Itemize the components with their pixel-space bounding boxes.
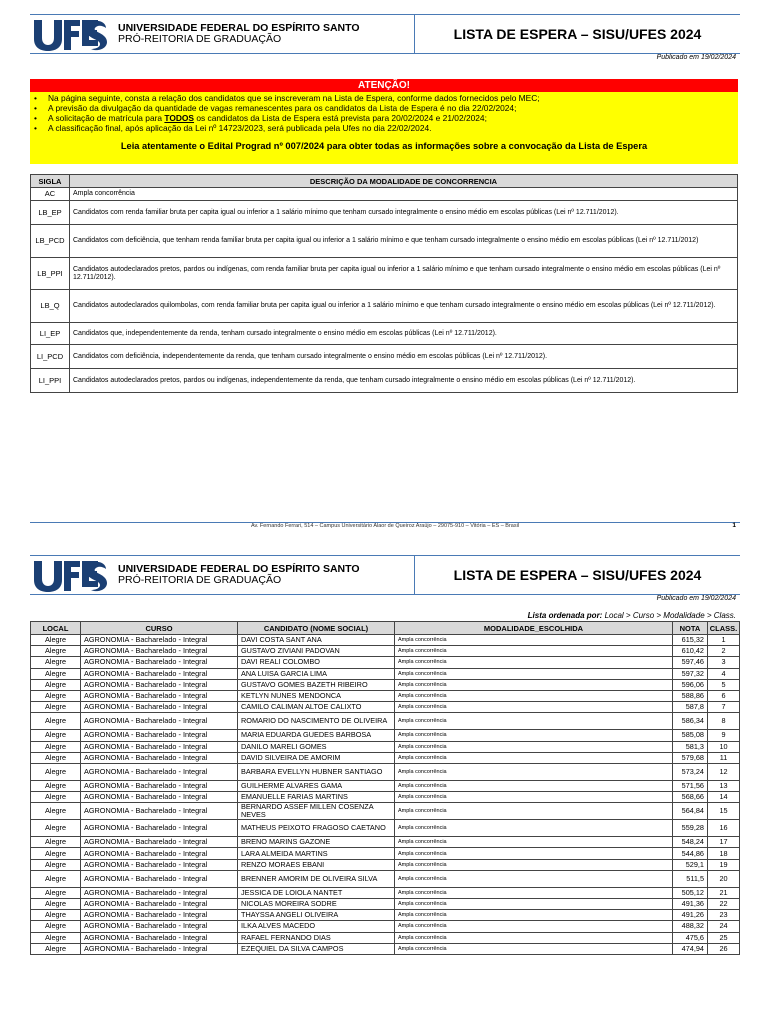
table-row bbox=[31, 646, 740, 657]
table-row bbox=[31, 369, 738, 393]
candidate-name-cell: RAFAEL FERNANDO DIAS bbox=[238, 932, 395, 943]
score-cell: 529,1 bbox=[673, 859, 708, 870]
candidate-table bbox=[30, 621, 740, 955]
candidate-table-body bbox=[31, 635, 740, 955]
description-cell: Candidatos com renda familiar bruta per capita igual ou inferior a 1 salário mínimo que tenham cursado integralmente o ensino médio em escolas públicas (Lei nº 12.711/2012). bbox=[70, 201, 738, 225]
table-row bbox=[31, 635, 740, 646]
score-cell: 505,12 bbox=[673, 887, 708, 898]
published-date: Publicado em 19/02/2024 bbox=[656, 54, 736, 61]
table-row bbox=[31, 921, 740, 932]
attention-item-text: os candidatos da Lista de Espera está prevista para 20/02/2024 e 21/02/2024; bbox=[194, 113, 487, 123]
course-cell: AGRONOMIA - Bacharelado - Integral bbox=[81, 848, 238, 859]
candidate-name-cell: CAMILO CALIMAN ALTOE CALIXTO bbox=[238, 702, 395, 713]
rank-cell: 26 bbox=[708, 943, 740, 954]
sigla-cell: AC bbox=[31, 188, 70, 201]
local-cell: Alegre bbox=[31, 668, 81, 679]
candidate-name-cell: MARIA EDUARDA GUEDES BARBOSA bbox=[238, 730, 395, 741]
course-cell: AGRONOMIA - Bacharelado - Integral bbox=[81, 792, 238, 803]
local-cell: Alegre bbox=[31, 646, 81, 657]
department-name: PRÓ-REITORIA DE GRADUAÇÃO bbox=[118, 574, 282, 586]
table-row bbox=[31, 932, 740, 943]
table-row bbox=[31, 345, 738, 369]
modality-table bbox=[30, 174, 738, 393]
modality-cell: Ampla concorrência bbox=[395, 763, 673, 780]
local-cell: Alegre bbox=[31, 837, 81, 848]
candidate-name-cell: EMANUELLE FARIAS MARTINS bbox=[238, 792, 395, 803]
local-cell: Alegre bbox=[31, 690, 81, 701]
course-cell: AGRONOMIA - Bacharelado - Integral bbox=[81, 730, 238, 741]
published-date: Publicado em 19/02/2024 bbox=[656, 595, 736, 602]
score-cell: 491,36 bbox=[673, 899, 708, 910]
candidate-name-cell: ILKA ALVES MACEDO bbox=[238, 921, 395, 932]
course-cell: AGRONOMIA - Bacharelado - Integral bbox=[81, 763, 238, 780]
attention-item-text: A solicitação de matrícula para bbox=[48, 113, 165, 123]
local-cell: Alegre bbox=[31, 741, 81, 752]
table-header-row bbox=[31, 175, 738, 188]
candidate-name-cell: DAVID SILVEIRA DE AMORIM bbox=[238, 752, 395, 763]
modality-cell: Ampla concorrência bbox=[395, 792, 673, 803]
order-note-value: Local > Curso > Modalidade > Class. bbox=[602, 611, 736, 620]
table-row bbox=[31, 899, 740, 910]
description-cell: Candidatos com deficiência, que tenham renda familiar bruta per capita igual ou inferior a 1 salário mínimo e que tenham cursado integralmente o ensino médio em escolas públicas (Lei nº 12.711/2012) bbox=[70, 225, 738, 258]
rank-cell: 17 bbox=[708, 837, 740, 848]
local-cell: Alegre bbox=[31, 848, 81, 859]
rank-cell: 20 bbox=[708, 870, 740, 887]
modality-cell: Ampla concorrência bbox=[395, 932, 673, 943]
attention-title: ATENÇÃO! bbox=[30, 79, 738, 92]
sigla-cell: LB_Q bbox=[31, 290, 70, 323]
column-header: SIGLA bbox=[31, 175, 70, 188]
score-cell: 587,8 bbox=[673, 702, 708, 713]
page-number: 1 bbox=[732, 522, 736, 529]
description-cell: Ampla concorrência bbox=[70, 188, 738, 201]
course-cell: AGRONOMIA - Bacharelado - Integral bbox=[81, 803, 238, 820]
course-cell: AGRONOMIA - Bacharelado - Integral bbox=[81, 870, 238, 887]
score-cell: 491,26 bbox=[673, 910, 708, 921]
column-header: DESCRIÇÃO DA MODALIDADE DE CONCORRENCIA bbox=[70, 175, 738, 188]
modality-cell: Ampla concorrência bbox=[395, 837, 673, 848]
table-row bbox=[31, 702, 740, 713]
modality-cell: Ampla concorrência bbox=[395, 668, 673, 679]
score-cell: 474,94 bbox=[673, 943, 708, 954]
course-cell: AGRONOMIA - Bacharelado - Integral bbox=[81, 932, 238, 943]
candidate-name-cell: BRENO MARINS GAZONE bbox=[238, 837, 395, 848]
candidate-name-cell: MATHEUS PEIXOTO FRAGOSO CAETANO bbox=[238, 820, 395, 837]
score-cell: 568,66 bbox=[673, 792, 708, 803]
rank-cell: 16 bbox=[708, 820, 740, 837]
attention-item: • A previsão da divulgação da quantidade de vagas remanescentes para os candidatos da Lista de Espera é no dia 22/02/2024; bbox=[34, 103, 738, 113]
score-cell: 573,24 bbox=[673, 763, 708, 780]
course-cell: AGRONOMIA - Bacharelado - Integral bbox=[81, 690, 238, 701]
sigla-cell: LB_PCD bbox=[31, 225, 70, 258]
modality-cell: Ampla concorrência bbox=[395, 870, 673, 887]
score-cell: 579,68 bbox=[673, 752, 708, 763]
attention-list bbox=[30, 93, 738, 133]
table-row bbox=[31, 859, 740, 870]
rank-cell: 7 bbox=[708, 702, 740, 713]
modality-cell: Ampla concorrência bbox=[395, 752, 673, 763]
table-header-row bbox=[31, 622, 740, 635]
rank-cell: 24 bbox=[708, 921, 740, 932]
course-cell: AGRONOMIA - Bacharelado - Integral bbox=[81, 741, 238, 752]
modality-cell: Ampla concorrência bbox=[395, 690, 673, 701]
table-row bbox=[31, 848, 740, 859]
column-header-local: LOCAL bbox=[31, 622, 81, 635]
column-header-candidato: CANDIDATO (NOME SOCIAL) bbox=[238, 622, 395, 635]
description-cell: Candidatos autodeclarados pretos, pardos ou indígenas, independentemente da renda, que tenham cursado integralmente o ensino médio em escolas públicas (Lei nº 12.711/2012). bbox=[70, 369, 738, 393]
rank-cell: 23 bbox=[708, 910, 740, 921]
local-cell: Alegre bbox=[31, 679, 81, 690]
sigla-cell: LI_PCD bbox=[31, 345, 70, 369]
description-cell: Candidatos que, independentemente da renda, tenham cursado integralmente o ensino médio em escolas públicas (Lei nº 12.711/2012). bbox=[70, 323, 738, 345]
attention-item bbox=[34, 113, 738, 123]
table-row bbox=[31, 679, 740, 690]
course-cell: AGRONOMIA - Bacharelado - Integral bbox=[81, 679, 238, 690]
course-cell: AGRONOMIA - Bacharelado - Integral bbox=[81, 646, 238, 657]
modality-cell: Ampla concorrência bbox=[395, 679, 673, 690]
page1-header bbox=[30, 14, 740, 54]
description-cell: Candidatos autodeclarados pretos, pardos ou indígenas, com renda familiar bruta per capita igual ou inferior a 1 salário mínimo e que tenham cursado integralmente o ensino médio em escolas públicas (Lei nº 12.711/2012). bbox=[70, 258, 738, 290]
table-row bbox=[31, 870, 740, 887]
score-cell: 586,34 bbox=[673, 713, 708, 730]
table-row bbox=[31, 188, 738, 201]
candidate-name-cell: BRENNER AMORIM DE OLIVEIRA SILVA bbox=[238, 870, 395, 887]
table-row bbox=[31, 258, 738, 290]
rank-cell: 21 bbox=[708, 887, 740, 898]
modality-cell: Ampla concorrência bbox=[395, 780, 673, 791]
attention-box bbox=[30, 79, 738, 164]
candidate-name-cell: DANILO MARELI GOMES bbox=[238, 741, 395, 752]
candidate-name-cell: LARA ALMEIDA MARTINS bbox=[238, 848, 395, 859]
table-row bbox=[31, 763, 740, 780]
modality-cell: Ampla concorrência bbox=[395, 887, 673, 898]
document-title: LISTA DE ESPERA – SISU/UFES 2024 bbox=[453, 567, 702, 583]
table-row bbox=[31, 713, 740, 730]
course-cell: AGRONOMIA - Bacharelado - Integral bbox=[81, 899, 238, 910]
candidate-name-cell: BARBARA EVELLYN HUBNER SANTIAGO bbox=[238, 763, 395, 780]
local-cell: Alegre bbox=[31, 635, 81, 646]
ufes-logo bbox=[32, 557, 108, 593]
score-cell: 559,28 bbox=[673, 820, 708, 837]
local-cell: Alegre bbox=[31, 763, 81, 780]
university-name: UNIVERSIDADE FEDERAL DO ESPÍRITO SANTO bbox=[118, 22, 360, 34]
candidate-name-cell: NICOLAS MOREIRA SODRE bbox=[238, 899, 395, 910]
candidate-name-cell: BERNARDO ASSEF MILLEN COSENZA NEVES bbox=[238, 803, 395, 820]
candidate-name-cell: THAYSSA ANGELI OLIVEIRA bbox=[238, 910, 395, 921]
course-cell: AGRONOMIA - Bacharelado - Integral bbox=[81, 668, 238, 679]
attention-item: • Na página seguinte, consta a relação dos candidatos que se inscreveram na Lista de Espera, conforme dados fornecidos pelo MEC; bbox=[34, 93, 738, 103]
score-cell: 548,24 bbox=[673, 837, 708, 848]
description-cell: Candidatos com deficiência, independentemente da renda, que tenham cursado integralmente o ensino médio em escolas públicas (Lei nº 12.711/2012). bbox=[70, 345, 738, 369]
university-block bbox=[118, 23, 360, 45]
score-cell: 488,32 bbox=[673, 921, 708, 932]
modality-cell: Ampla concorrência bbox=[395, 899, 673, 910]
column-header-class: CLASS. bbox=[708, 622, 740, 635]
candidate-name-cell: JESSICA DE LOIOLA NANTET bbox=[238, 887, 395, 898]
local-cell: Alegre bbox=[31, 943, 81, 954]
course-cell: AGRONOMIA - Bacharelado - Integral bbox=[81, 657, 238, 668]
footer-address: Av. Fernando Ferrari, 514 – Campus Universitário Alaor de Queiroz Araújo – 29075-910 – Vitória – ES – Brasil bbox=[250, 523, 520, 529]
rank-cell: 4 bbox=[708, 668, 740, 679]
local-cell: Alegre bbox=[31, 752, 81, 763]
rank-cell: 11 bbox=[708, 752, 740, 763]
column-header-modalidade: MODALIDADE_ESCOLHIDA bbox=[395, 622, 673, 635]
local-cell: Alegre bbox=[31, 932, 81, 943]
table-row bbox=[31, 820, 740, 837]
edital-note: Leia atentamente o Edital Prograd nº 007/2024 para obter todas as informações sobre a convocação da Lista de Espera bbox=[120, 141, 648, 151]
local-cell: Alegre bbox=[31, 780, 81, 791]
local-cell: Alegre bbox=[31, 921, 81, 932]
candidate-name-cell: GUILHERME ALVARES GAMA bbox=[238, 780, 395, 791]
rank-cell: 2 bbox=[708, 646, 740, 657]
modality-cell: Ampla concorrência bbox=[395, 848, 673, 859]
column-header-curso: CURSO bbox=[81, 622, 238, 635]
modality-cell: Ampla concorrência bbox=[395, 702, 673, 713]
rank-cell: 25 bbox=[708, 932, 740, 943]
course-cell: AGRONOMIA - Bacharelado - Integral bbox=[81, 910, 238, 921]
table-row bbox=[31, 225, 738, 258]
local-cell: Alegre bbox=[31, 657, 81, 668]
score-cell: 571,56 bbox=[673, 780, 708, 791]
score-cell: 564,84 bbox=[673, 803, 708, 820]
rank-cell: 9 bbox=[708, 730, 740, 741]
candidate-name-cell: EZEQUIEL DA SILVA CAMPOS bbox=[238, 943, 395, 954]
rank-cell: 1 bbox=[708, 635, 740, 646]
score-cell: 610,42 bbox=[673, 646, 708, 657]
column-header-nota: NOTA bbox=[673, 622, 708, 635]
table-row bbox=[31, 887, 740, 898]
order-note-label: Lista ordenada por: bbox=[527, 611, 603, 620]
course-cell: AGRONOMIA - Bacharelado - Integral bbox=[81, 921, 238, 932]
table-row bbox=[31, 803, 740, 820]
rank-cell: 22 bbox=[708, 899, 740, 910]
local-cell: Alegre bbox=[31, 792, 81, 803]
score-cell: 588,86 bbox=[673, 690, 708, 701]
course-cell: AGRONOMIA - Bacharelado - Integral bbox=[81, 702, 238, 713]
course-cell: AGRONOMIA - Bacharelado - Integral bbox=[81, 859, 238, 870]
course-cell: AGRONOMIA - Bacharelado - Integral bbox=[81, 837, 238, 848]
document-title: LISTA DE ESPERA – SISU/UFES 2024 bbox=[453, 26, 702, 42]
local-cell: Alegre bbox=[31, 899, 81, 910]
rank-cell: 13 bbox=[708, 780, 740, 791]
attention-emphasis: TODOS bbox=[164, 113, 195, 123]
rank-cell: 3 bbox=[708, 657, 740, 668]
candidate-name-cell: DAVI REALI COLOMBO bbox=[238, 657, 395, 668]
rank-cell: 12 bbox=[708, 763, 740, 780]
sigla-cell: LB_PPI bbox=[31, 258, 70, 290]
modality-cell: Ampla concorrência bbox=[395, 741, 673, 752]
university-block bbox=[118, 564, 360, 586]
rank-cell: 10 bbox=[708, 741, 740, 752]
ufes-logo bbox=[32, 16, 108, 52]
score-cell: 596,06 bbox=[673, 679, 708, 690]
table-row bbox=[31, 323, 738, 345]
local-cell: Alegre bbox=[31, 887, 81, 898]
table-row bbox=[31, 668, 740, 679]
modality-cell: Ampla concorrência bbox=[395, 943, 673, 954]
course-cell: AGRONOMIA - Bacharelado - Integral bbox=[81, 943, 238, 954]
modality-cell: Ampla concorrência bbox=[395, 730, 673, 741]
modality-cell: Ampla concorrência bbox=[395, 803, 673, 820]
modality-cell: Ampla concorrência bbox=[395, 713, 673, 730]
candidate-name-cell: RENZO MORAES EBANI bbox=[238, 859, 395, 870]
local-cell: Alegre bbox=[31, 803, 81, 820]
sigla-cell: LB_EP bbox=[31, 201, 70, 225]
order-note bbox=[528, 611, 736, 620]
sigla-cell: LI_EP bbox=[31, 323, 70, 345]
table-row bbox=[31, 910, 740, 921]
score-cell: 615,32 bbox=[673, 635, 708, 646]
course-cell: AGRONOMIA - Bacharelado - Integral bbox=[81, 635, 238, 646]
score-cell: 511,5 bbox=[673, 870, 708, 887]
rank-cell: 19 bbox=[708, 859, 740, 870]
university-name: UNIVERSIDADE FEDERAL DO ESPÍRITO SANTO bbox=[118, 563, 360, 575]
local-cell: Alegre bbox=[31, 820, 81, 837]
table-row bbox=[31, 201, 738, 225]
score-cell: 585,08 bbox=[673, 730, 708, 741]
page2-header bbox=[30, 555, 740, 595]
modality-cell: Ampla concorrência bbox=[395, 635, 673, 646]
modality-cell: Ampla concorrência bbox=[395, 646, 673, 657]
rank-cell: 15 bbox=[708, 803, 740, 820]
score-cell: 544,86 bbox=[673, 848, 708, 859]
course-cell: AGRONOMIA - Bacharelado - Integral bbox=[81, 713, 238, 730]
table-row bbox=[31, 780, 740, 791]
department-name: PRÓ-REITORIA DE GRADUAÇÃO bbox=[118, 33, 282, 45]
modality-cell: Ampla concorrência bbox=[395, 910, 673, 921]
score-cell: 581,3 bbox=[673, 741, 708, 752]
local-cell: Alegre bbox=[31, 730, 81, 741]
rank-cell: 5 bbox=[708, 679, 740, 690]
candidate-name-cell: DAVI COSTA SANT ANA bbox=[238, 635, 395, 646]
rank-cell: 14 bbox=[708, 792, 740, 803]
modality-cell: Ampla concorrência bbox=[395, 859, 673, 870]
table-row bbox=[31, 741, 740, 752]
table-row bbox=[31, 943, 740, 954]
score-cell: 597,46 bbox=[673, 657, 708, 668]
score-cell: 475,6 bbox=[673, 932, 708, 943]
course-cell: AGRONOMIA - Bacharelado - Integral bbox=[81, 780, 238, 791]
table-row bbox=[31, 752, 740, 763]
candidate-name-cell: ANA LUISA GARCIA LIMA bbox=[238, 668, 395, 679]
rank-cell: 6 bbox=[708, 690, 740, 701]
score-cell: 597,32 bbox=[673, 668, 708, 679]
sigla-cell: LI_PPI bbox=[31, 369, 70, 393]
local-cell: Alegre bbox=[31, 859, 81, 870]
local-cell: Alegre bbox=[31, 702, 81, 713]
table-row bbox=[31, 730, 740, 741]
candidate-name-cell: ROMARIO DO NASCIMENTO DE OLIVEIRA bbox=[238, 713, 395, 730]
rank-cell: 8 bbox=[708, 713, 740, 730]
header-logo-cell bbox=[30, 556, 415, 594]
attention-item: • A classificação final, após aplicação da Lei nº 14723/2023, será publicada pela Ufes no dia 22/02/2024. bbox=[34, 123, 738, 133]
table-row bbox=[31, 290, 738, 323]
candidate-name-cell: KETLYN NUNES MENDONCA bbox=[238, 690, 395, 701]
table-row bbox=[31, 792, 740, 803]
table-row bbox=[31, 657, 740, 668]
candidate-name-cell: GUSTAVO ZIVIANI PADOVAN bbox=[238, 646, 395, 657]
description-cell: Candidatos autodeclarados quilombolas, com renda familiar bruta per capita igual ou inferior a 1 salário mínimo e que tenham cursado integralmente o ensino médio em escolas públicas (Lei nº 12.711/2012). bbox=[70, 290, 738, 323]
local-cell: Alegre bbox=[31, 713, 81, 730]
course-cell: AGRONOMIA - Bacharelado - Integral bbox=[81, 820, 238, 837]
modality-cell: Ampla concorrência bbox=[395, 657, 673, 668]
table-row bbox=[31, 837, 740, 848]
header-logo-cell bbox=[30, 15, 415, 53]
rank-cell: 18 bbox=[708, 848, 740, 859]
course-cell: AGRONOMIA - Bacharelado - Integral bbox=[81, 887, 238, 898]
modality-cell: Ampla concorrência bbox=[395, 921, 673, 932]
modality-cell: Ampla concorrência bbox=[395, 820, 673, 837]
course-cell: AGRONOMIA - Bacharelado - Integral bbox=[81, 752, 238, 763]
table-row bbox=[31, 690, 740, 701]
local-cell: Alegre bbox=[31, 870, 81, 887]
local-cell: Alegre bbox=[31, 910, 81, 921]
candidate-name-cell: GUSTAVO GOMES BAZETH RIBEIRO bbox=[238, 679, 395, 690]
